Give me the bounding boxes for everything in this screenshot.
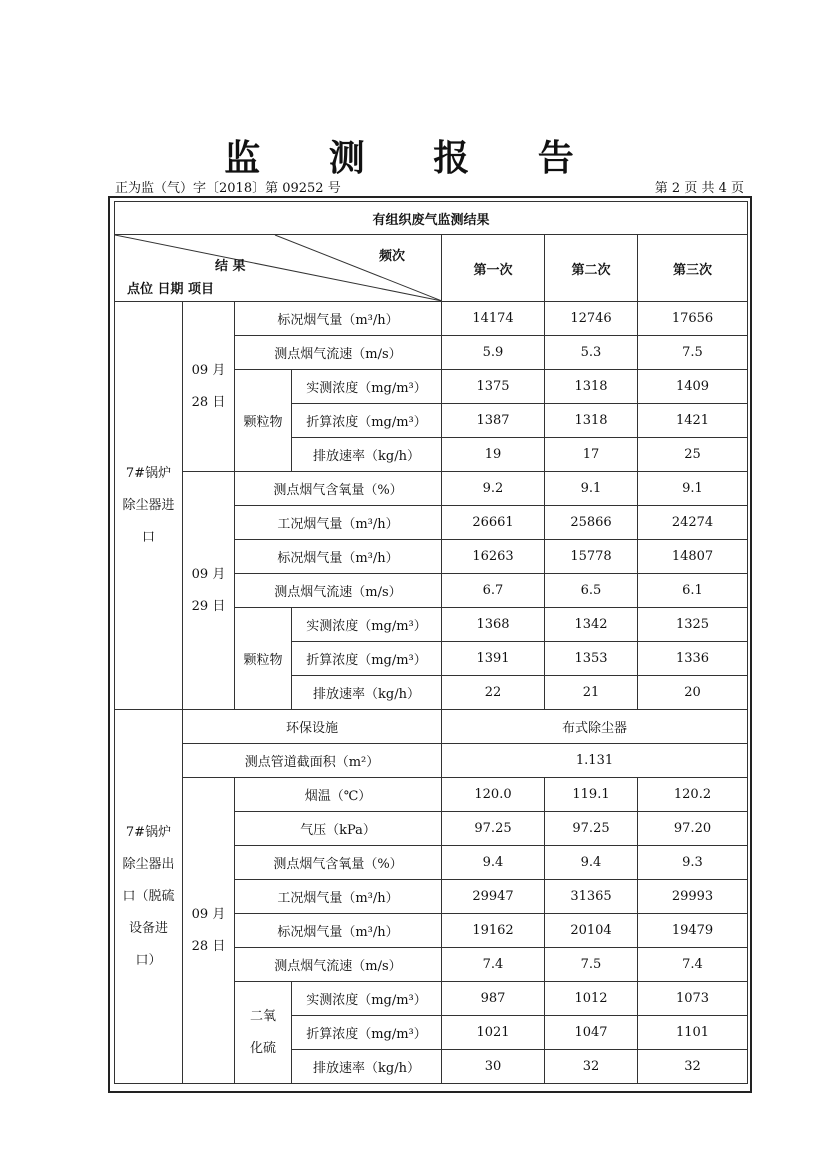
value-cell: 1318 xyxy=(545,370,638,404)
value-cell: 120.2 xyxy=(638,778,748,812)
value-cell: 1101 xyxy=(638,1016,748,1050)
item-cell: 折算浓度（mg/m³） xyxy=(292,404,442,438)
value-cell: 25 xyxy=(638,438,748,472)
item-cell: 实测浓度（mg/m³） xyxy=(292,608,442,642)
duct-area-value: 1.131 xyxy=(442,744,748,778)
item-cell: 折算浓度（mg/m³） xyxy=(292,642,442,676)
document-number: 正为监（气）字〔2018〕第 09252 号 xyxy=(115,181,341,196)
item-cell: 工况烟气量（m³/h） xyxy=(235,506,442,540)
value-cell: 1368 xyxy=(442,608,545,642)
value-cell: 97.25 xyxy=(442,812,545,846)
value-cell: 1336 xyxy=(638,642,748,676)
item-cell: 测点烟气含氧量（%） xyxy=(235,846,442,880)
monitoring-results-table xyxy=(114,201,748,1084)
value-cell: 1375 xyxy=(442,370,545,404)
item-cell: 测点烟气流速（m/s） xyxy=(235,336,442,370)
point-inlet: 7#锅炉除尘器进口 xyxy=(115,302,183,710)
value-cell: 21 xyxy=(545,676,638,710)
value-cell: 1021 xyxy=(442,1016,545,1050)
table-caption: 有组织废气监测结果 xyxy=(115,202,748,235)
value-cell: 14174 xyxy=(442,302,545,336)
group-particulate: 颗粒物 xyxy=(235,370,292,472)
value-cell: 16263 xyxy=(442,540,545,574)
item-cell: 排放速率（kg/h） xyxy=(292,676,442,710)
value-cell: 19162 xyxy=(442,914,545,948)
run-2-header: 第二次 xyxy=(545,235,638,302)
table-row xyxy=(115,302,748,336)
value-cell: 97.25 xyxy=(545,812,638,846)
value-cell: 19479 xyxy=(638,914,748,948)
value-cell: 12746 xyxy=(545,302,638,336)
item-cell: 测点烟气含氧量（%） xyxy=(235,472,442,506)
report-title: 监 测 报 告 xyxy=(224,137,602,179)
corner-cell xyxy=(115,235,442,302)
value-cell: 1318 xyxy=(545,404,638,438)
value-cell: 9.1 xyxy=(638,472,748,506)
value-cell: 24274 xyxy=(638,506,748,540)
item-cell: 排放速率（kg/h） xyxy=(292,1050,442,1084)
value-cell: 9.4 xyxy=(545,846,638,880)
env-facility-value: 布式除尘器 xyxy=(442,710,748,744)
corner-frequency-label: 频次 xyxy=(378,249,405,264)
value-cell: 7.5 xyxy=(638,336,748,370)
item-cell: 标况烟气量（m³/h） xyxy=(235,914,442,948)
duct-area-label: 测点管道截面积（m²） xyxy=(183,744,442,778)
table-header-row xyxy=(115,235,748,302)
value-cell: 30 xyxy=(442,1050,545,1084)
item-cell: 测点烟气流速（m/s） xyxy=(235,948,442,982)
table-row xyxy=(115,472,748,506)
value-cell: 29947 xyxy=(442,880,545,914)
table-row xyxy=(115,778,748,812)
run-1-header: 第一次 xyxy=(442,235,545,302)
value-cell: 32 xyxy=(638,1050,748,1084)
date-inlet-day2: 09 月 29 日 xyxy=(183,472,235,710)
value-cell: 1342 xyxy=(545,608,638,642)
item-cell: 实测浓度（mg/m³） xyxy=(292,982,442,1016)
value-cell: 26661 xyxy=(442,506,545,540)
value-cell: 29993 xyxy=(638,880,748,914)
item-cell: 标况烟气量（m³/h） xyxy=(235,540,442,574)
item-cell: 测点烟气流速（m/s） xyxy=(235,574,442,608)
group-particulate: 颗粒物 xyxy=(235,608,292,710)
date-outlet: 09 月 28 日 xyxy=(183,778,235,1084)
value-cell: 9.4 xyxy=(442,846,545,880)
value-cell: 987 xyxy=(442,982,545,1016)
item-cell: 折算浓度（mg/m³） xyxy=(292,1016,442,1050)
item-cell: 工况烟气量（m³/h） xyxy=(235,880,442,914)
value-cell: 22 xyxy=(442,676,545,710)
value-cell: 1353 xyxy=(545,642,638,676)
value-cell: 5.3 xyxy=(545,336,638,370)
date-inlet-day1: 09 月 28 日 xyxy=(183,302,235,472)
item-cell: 排放速率（kg/h） xyxy=(292,438,442,472)
value-cell: 1073 xyxy=(638,982,748,1016)
value-cell: 20104 xyxy=(545,914,638,948)
env-facility-label: 环保设施 xyxy=(183,710,442,744)
value-cell: 7.4 xyxy=(442,948,545,982)
value-cell: 32 xyxy=(545,1050,638,1084)
corner-result-label: 结 果 xyxy=(215,259,246,274)
table-row xyxy=(115,710,748,744)
value-cell: 97.20 xyxy=(638,812,748,846)
value-cell: 31365 xyxy=(545,880,638,914)
value-cell: 1047 xyxy=(545,1016,638,1050)
value-cell: 7.4 xyxy=(638,948,748,982)
value-cell: 14807 xyxy=(638,540,748,574)
value-cell: 1409 xyxy=(638,370,748,404)
item-cell: 气压（kPa） xyxy=(235,812,442,846)
value-cell: 1421 xyxy=(638,404,748,438)
value-cell: 17 xyxy=(545,438,638,472)
corner-point-label: 点位 日期 项目 xyxy=(127,282,215,297)
value-cell: 19 xyxy=(442,438,545,472)
value-cell: 9.1 xyxy=(545,472,638,506)
run-3-header: 第三次 xyxy=(638,235,748,302)
value-cell: 7.5 xyxy=(545,948,638,982)
value-cell: 5.9 xyxy=(442,336,545,370)
value-cell: 20 xyxy=(638,676,748,710)
value-cell: 1012 xyxy=(545,982,638,1016)
group-so2: 二氧化硫 xyxy=(235,982,292,1084)
value-cell: 119.1 xyxy=(545,778,638,812)
value-cell: 120.0 xyxy=(442,778,545,812)
item-cell: 标况烟气量（m³/h） xyxy=(235,302,442,336)
value-cell: 1387 xyxy=(442,404,545,438)
point-outlet: 7#锅炉除尘器出口（脱硫设备进口） xyxy=(115,710,183,1084)
value-cell: 9.2 xyxy=(442,472,545,506)
value-cell: 1325 xyxy=(638,608,748,642)
value-cell: 25866 xyxy=(545,506,638,540)
value-cell: 1391 xyxy=(442,642,545,676)
value-cell: 17656 xyxy=(638,302,748,336)
value-cell: 9.3 xyxy=(638,846,748,880)
value-cell: 6.5 xyxy=(545,574,638,608)
item-cell: 实测浓度（mg/m³） xyxy=(292,370,442,404)
table-row xyxy=(115,744,748,778)
item-cell: 烟温（℃） xyxy=(235,778,442,812)
value-cell: 6.7 xyxy=(442,574,545,608)
page-number: 第 2 页 共 4 页 xyxy=(654,181,744,196)
value-cell: 15778 xyxy=(545,540,638,574)
value-cell: 6.1 xyxy=(638,574,748,608)
